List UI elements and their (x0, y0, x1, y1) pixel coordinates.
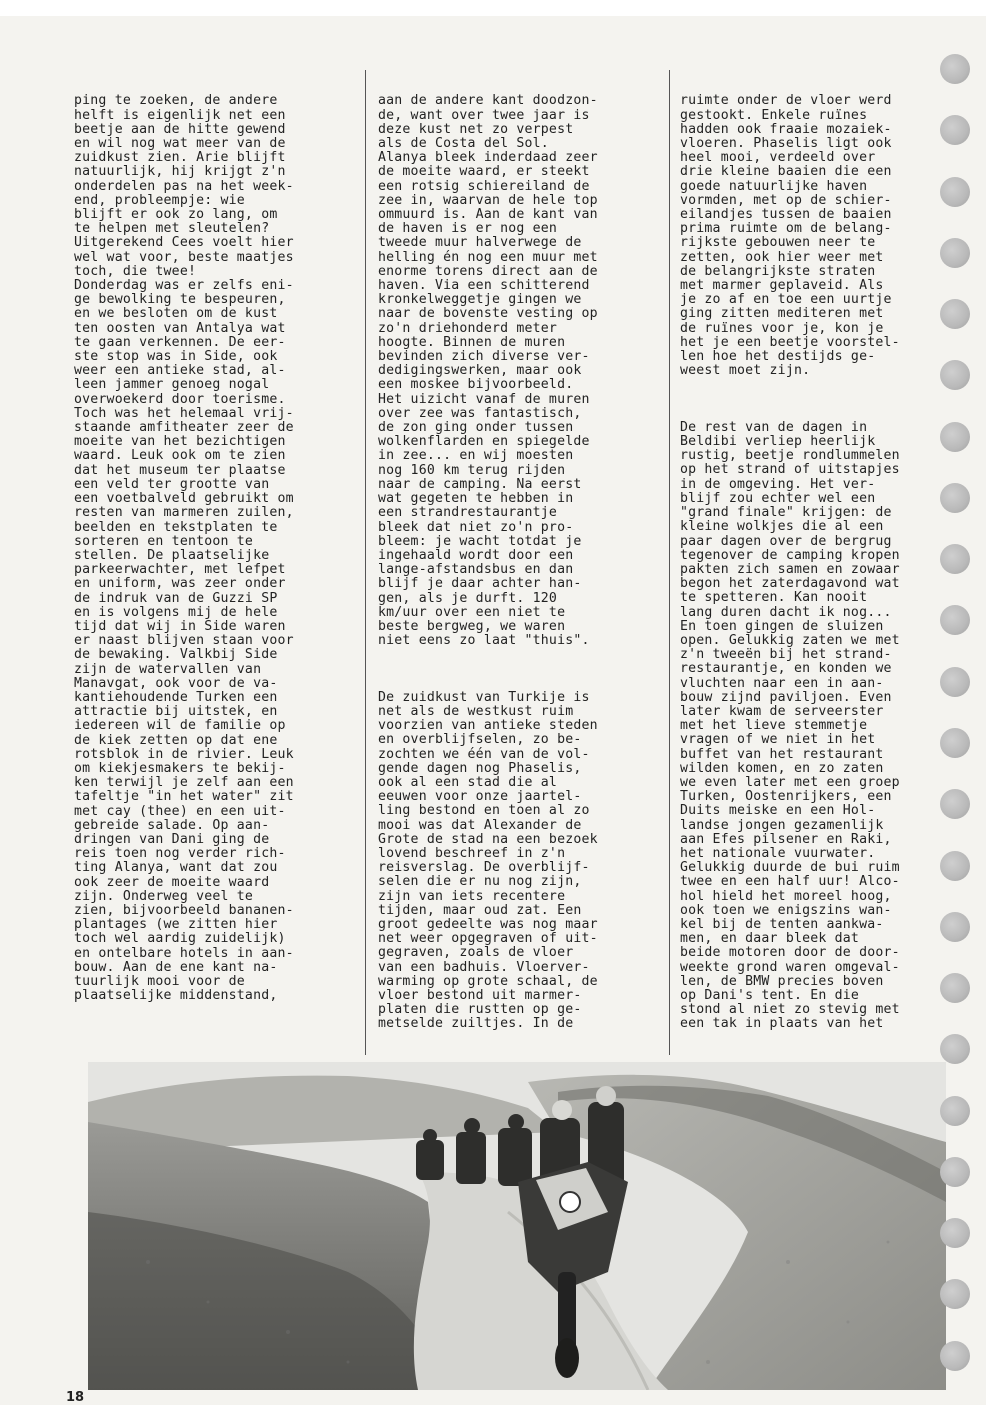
paragraph: De rest van de dagen in Beldibi verliep heerlijk rustig, beetje rondlummelen op het strand of uitstapjes in de omgeving. Het ver- blijf zou echter wel een "grand finale" krijgen: de kleine wolkjes die al een paar dagen over de bergrug tegenover de camping kropen pakten zich samen en zowaar begon het zaterdagavond wat te spetteren. Kan nooit lang duren dacht ik nog... En toen gingen de sluizen open. Gelukkig zaten we met z'n tweeën bij het strand- restaurantje, en konden we vluchten naar een in aan- bouw zijnd paviljoen. Even later kwam de serveerster met het lieve stemmetje vragen of we niet in het buffet van het restaurant wilden komen, en zo zaten we even later met een groep Turken, Oostenrijkers, een Duits meiske en een Hol- landse jongen gezamenlijk aan Efes pilsener en Raki, het nationale vuurwater. Gelukkig duurde de bui ruim twee en een half uur! Alco- hol hield het moreel hoog, ook toen we enigszins wan- kel bij de tenten aankwa- men, en daar bleek dat beide motoren door de door- weekte grond waren omgeval- len, de BMW precies boven op Dani's tent. En die stond al niet zo stevig met een tak in plaats van het (680, 419, 900, 1032)
binder-hole (940, 789, 970, 819)
binder-hole (940, 54, 970, 84)
text-column-3 (680, 66, 958, 1066)
binder-hole (940, 605, 970, 635)
paragraph: De zuidkust van Turkije is net als de westkust ruim voorzien van antieke steden en overblijfselen, zo be- zochten we één van de vol- gende dagen nog Phaselis, ook al een stad die al eeuwen voor onze jaartel- ling bestond en toen al zo mooi was dat Alexander de Grote de stad na een bezoek lovend beschreef in z'n reisverslag. De overblijf- selen die er nu nog zijn, zijn van iets recentere tijden, maar oud zat. Een groot gedeelte was nog maar net weer opgegraven of uit- gegraven, zoals de vloer van een badhuis. Vloerver- warming op grote schaal, de vloer bestond uit marmer- platen die rustten op ge- metselde zuiltjes. In de (378, 689, 598, 1032)
binder-hole (940, 1341, 970, 1371)
column-divider (669, 70, 670, 1055)
text-column-2 (378, 66, 654, 1066)
binder-hole (940, 544, 970, 574)
binder-hole (940, 912, 970, 942)
page-top-edge (0, 0, 986, 16)
binder-hole (940, 238, 970, 268)
binder-hole (940, 422, 970, 452)
page-number: 18 (66, 1390, 85, 1405)
binder-hole (940, 1096, 970, 1126)
binder-hole (940, 1034, 970, 1064)
paragraph: ruimte onder de vloer werd gestookt. Enkele ruïnes hadden ook fraaie mozaiek- vloeren. Phaselis ligt ook heel mooi, verdeeld over drie kleine baaien die een goede natuurlijke haven vormden, met op de schier- eilandjes tussen de baaien prima ruimte om de belang- rijkste gebouwen neer te zetten, ook hier weer met de belangrijkste straten met marmer geplaveid. Als je zo af en toe een uurtje ging zitten mediteren met de ruïnes voor je, kon je het je een beetje voorstel- len hoe het destijds ge- weest moet zijn. (680, 93, 900, 379)
motorcycles-photo (88, 1062, 946, 1390)
binder-hole (940, 1279, 970, 1309)
binder-hole (940, 483, 970, 513)
binder-hole (940, 299, 970, 329)
binder-hole (940, 728, 970, 758)
binder-holes (940, 54, 974, 1402)
motorcycles-on-mountain-road-photo-icon (88, 1062, 946, 1390)
binder-hole (940, 667, 970, 697)
text-column-1 (74, 66, 356, 1071)
paragraph: ping te zoeken, de andere helft is eigenlijk net een beetje aan de hitte gewend en wil nog wat meer van de zuidkust zien. Arie blijft natuurlijk, hij krijgt z'n onderdelen pas na het week- end, probleempje: wie blijft er ook zo lang, om te helpen met sleutelen? Uitgerekend Cees voelt hier wel wat voor, beste maatjes toch, die twee! Donderdag was er zelfs eni- ge bewolking te bespeuren, en we besloten om de kust ten oosten van Antalya wat te gaan verkennen. De eer- ste stop was in Side, ook weer een antieke stad, al- leen jammer genoeg nogal overwoekerd door toerisme. Toch was het helemaal vrij- staande amfitheater zeer de moeite van het bezichtigen waard. Leuk ook om te zien dat het museum ter plaatse een veld ter grootte van een voetbalveld gebruikt om resten van marmeren zuilen, beelden en tekstplaten te sorteren en tentoon te stellen. De plaatselijke parkeerwachter, met lefpet en uniform, was zeer onder de indruk van de Guzzi SP en is volgens mij de hele tijd dat wij in Side waren er naast blijven staan voor de bewaking. Valkbij Side zijn de watervallen van Manavgat, ook voor de va- kantiehoudende Turken een attractie bij uitstek, en iedereen wil de familie op de kiek zetten op dat ene rotsblok in de rivier. Leuk om kiekjesmakers te bekij- ken terwijl je zelf aan een tafeltje "in het water" zit met cay (thee) en een uit- gebreide salade. Op aan- dringen van Dani ging de reis toen nog verder rich- ting Alanya, want dat zou ook zeer de moeite waard zijn. Onderweg veel te zien, bijvoorbeeld bananen- plantages (we zitten hier toch wel aardig zuidelijk) en ontelbare hotels in aan- bouw. Aan de ene kant na- tuurlijk mooi voor de plaatselijke middenstand, (74, 93, 294, 1004)
binder-hole (940, 1218, 970, 1248)
binder-hole (940, 1157, 970, 1187)
binder-hole (940, 360, 970, 390)
binder-hole (940, 177, 970, 207)
binder-hole (940, 973, 970, 1003)
binder-hole (940, 851, 970, 881)
binder-hole (940, 115, 970, 145)
column-divider (365, 70, 366, 1055)
paragraph: aan de andere kant doodzon- de, want over twee jaar is deze kust net zo verpest als de Costa del Sol. Alanya bleek inderdaad zeer de moeite waard, er steekt een rotsig schiereiland de zee in, waarvan de hele top ommuurd is. Aan de kant van de haven is er nog een tweede muur halverwege de helling én nog een muur met enorme torens direct aan de haven. Via een schitterend kronkelweggetje gingen we naar de bovenste vesting op zo'n driehonderd meter hoogte. Binnen de muren bevinden zich diverse ver- dedigingswerken, maar ook een moskee bijvoorbeeld. Het uizicht vanaf de muren over zee was fantastisch, de zon ging onder tussen wolkenflarden en spiegelde in zee... en wij moesten nog 160 km terug rijden naar de camping. Na eerst wat gegeten te hebben in een strandrestaurantje bleek dat niet zo'n pro- bleem: je wacht totdat je ingehaald wordt door een lange-afstandsbus en dan blijf je daar achter han- gen, als je durft. 120 km/uur over een niet te beste bergweg, we waren niet eens zo laat "thuis". (378, 93, 598, 649)
